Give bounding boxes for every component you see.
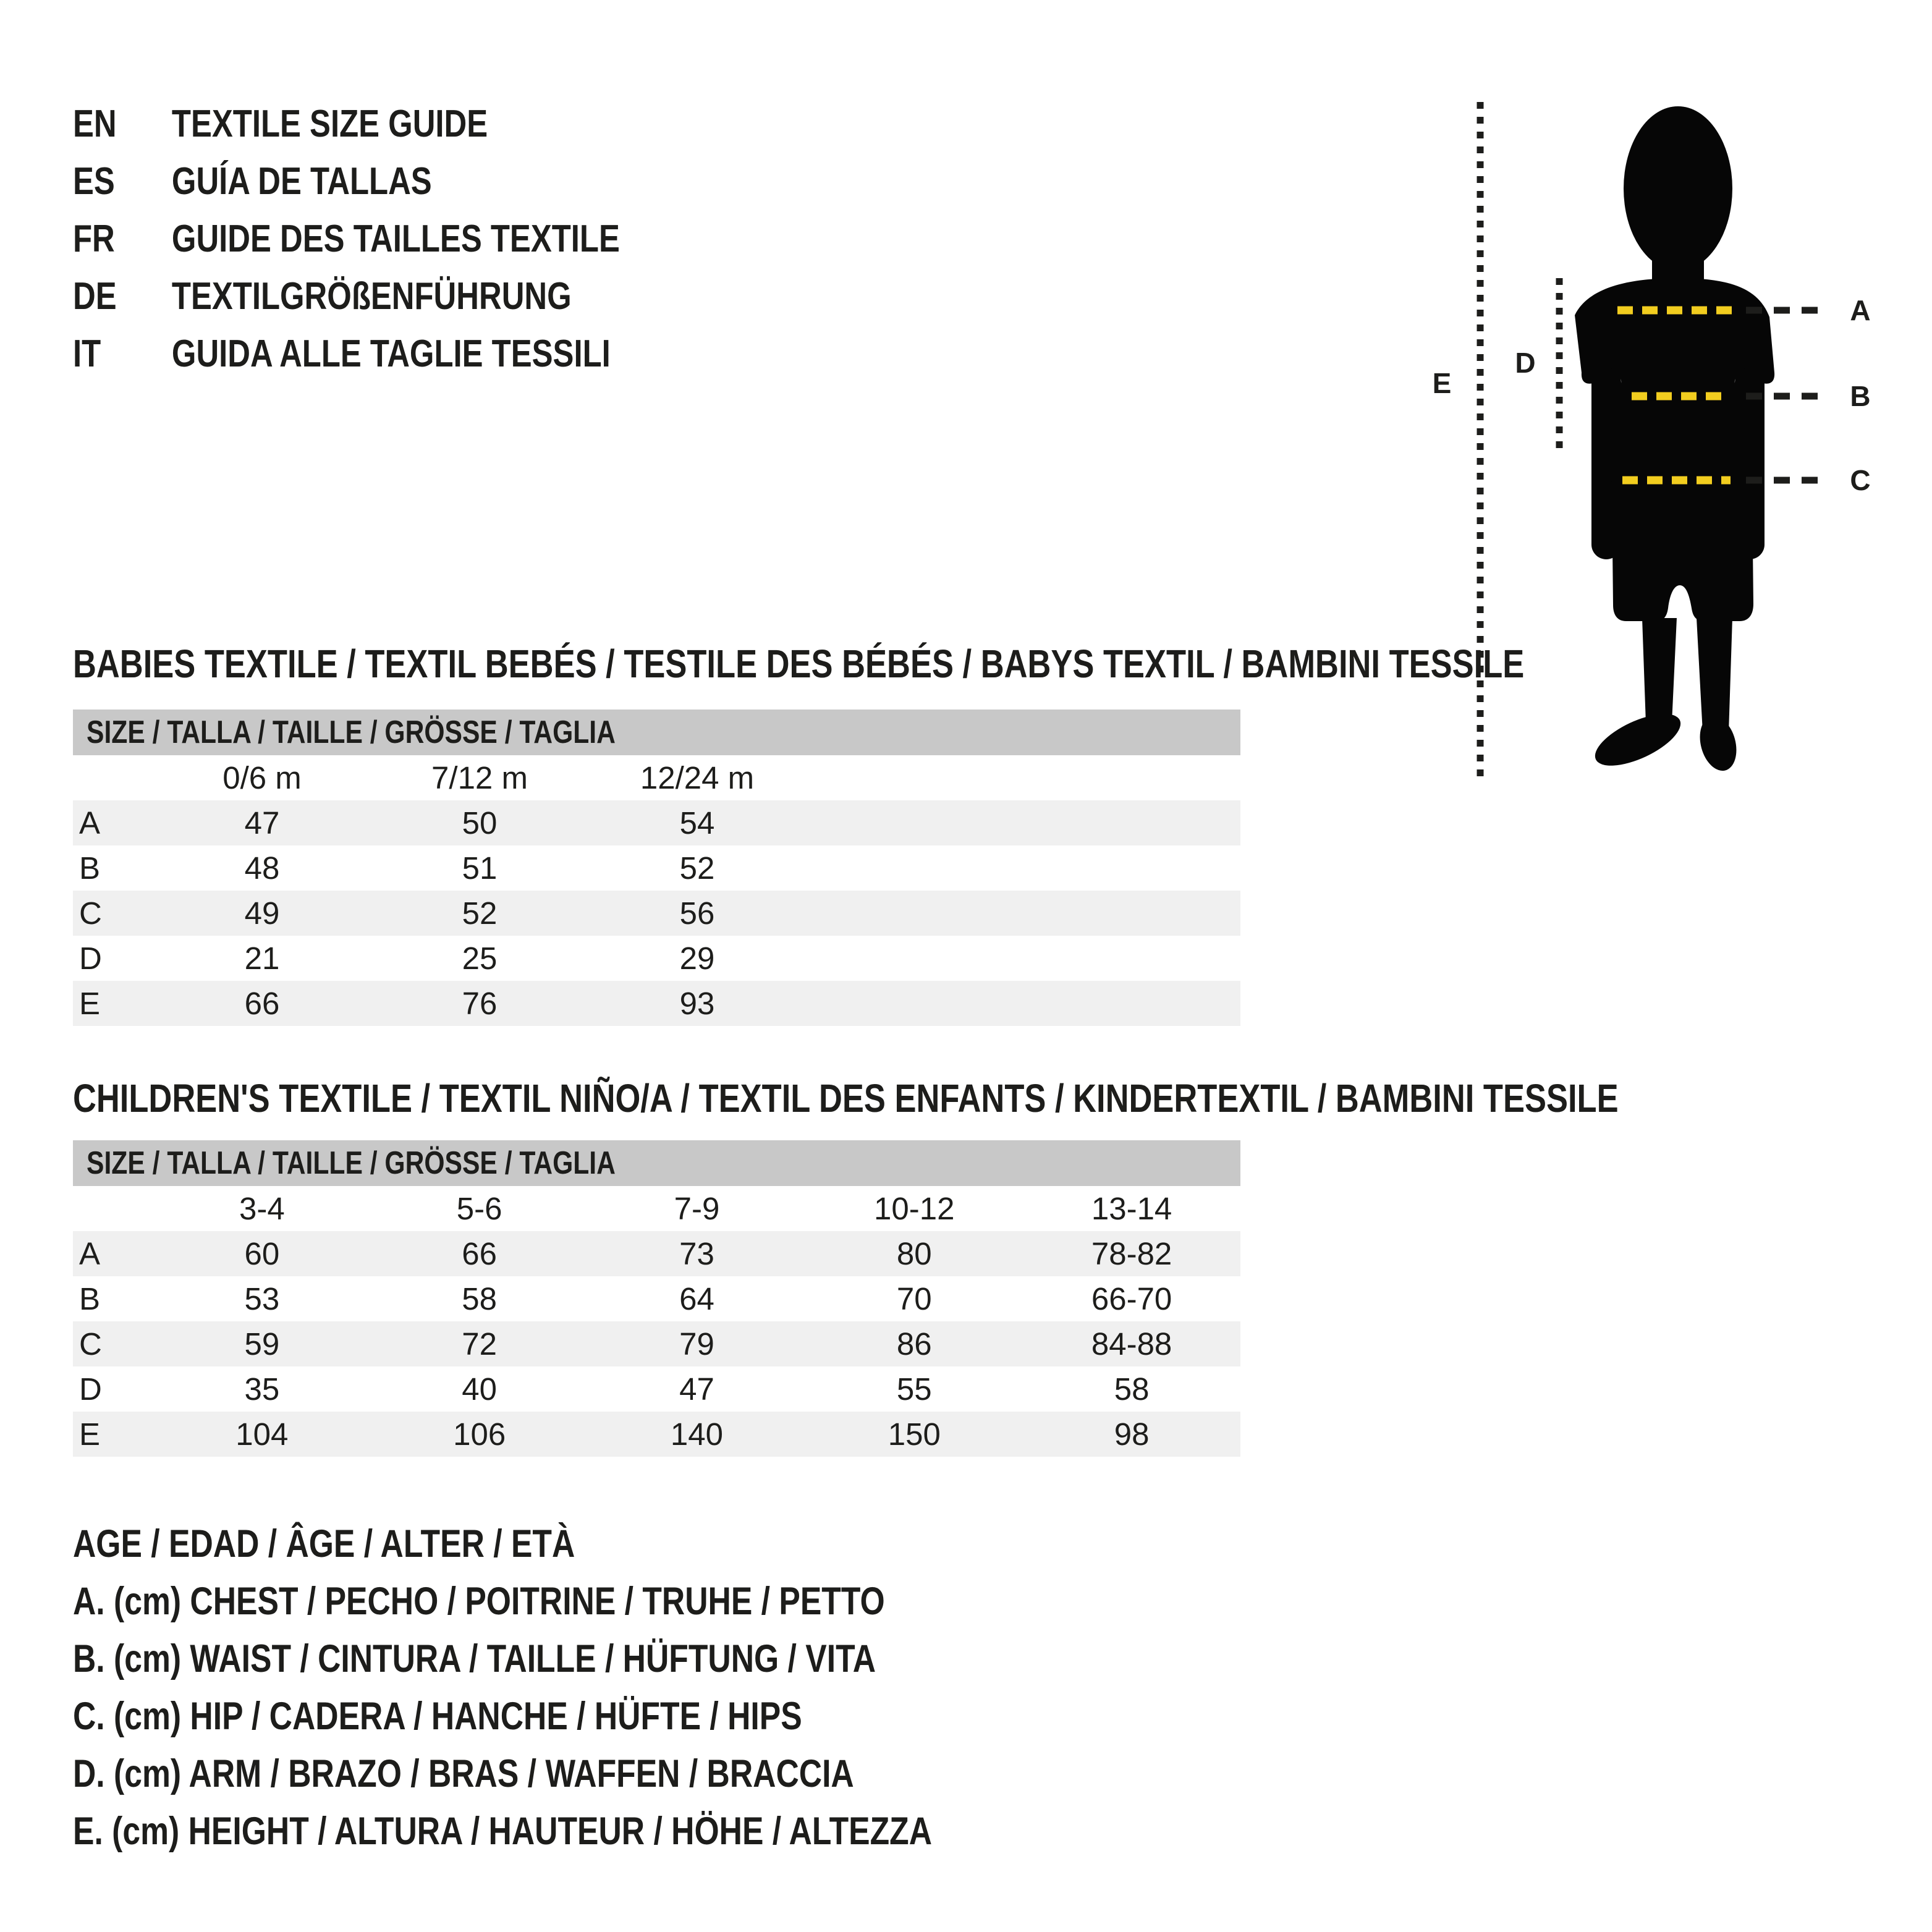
cell-value: 66 bbox=[244, 986, 280, 1021]
legend-chest: A. (cm) CHEST / PECHO / POITRINE / TRUHE / PETTO bbox=[73, 1579, 885, 1623]
row-label: C bbox=[79, 896, 102, 931]
cell-value: 64 bbox=[679, 1281, 714, 1316]
cell-value: 52 bbox=[462, 896, 498, 931]
language-code: DE bbox=[73, 275, 117, 318]
legend-hip: C. (cm) HIP / CADERA / HANCHE / HÜFTE / HIPS bbox=[73, 1694, 802, 1738]
cell-value: 47 bbox=[679, 1371, 714, 1407]
legend-age: AGE / EDAD / ÂGE / ALTER / ETÀ bbox=[73, 1522, 575, 1566]
child-silhouette-icon bbox=[1575, 106, 1774, 776]
cell-value: 25 bbox=[462, 941, 498, 976]
language-code: EN bbox=[73, 103, 117, 145]
children-column-header: 13-14 bbox=[1091, 1191, 1172, 1226]
cell-value: 58 bbox=[462, 1281, 498, 1316]
children-column-header: 3-4 bbox=[239, 1191, 285, 1226]
cell-value: 55 bbox=[896, 1371, 932, 1407]
row-label: D bbox=[79, 941, 102, 976]
language-title: TEXTILE SIZE GUIDE bbox=[171, 103, 488, 145]
language-code: IT bbox=[73, 333, 101, 375]
cell-value: 50 bbox=[462, 805, 498, 841]
cell-value: 35 bbox=[244, 1371, 280, 1407]
cell-value: 84-88 bbox=[1091, 1326, 1172, 1362]
language-title: GUIDE DES TAILLES TEXTILE bbox=[171, 218, 620, 260]
babies-row-a bbox=[73, 800, 1240, 845]
row-label: A bbox=[79, 1236, 101, 1271]
cell-value: 49 bbox=[244, 896, 280, 931]
cell-value: 54 bbox=[679, 805, 715, 841]
cell-value: 140 bbox=[670, 1417, 724, 1452]
language-code: ES bbox=[73, 160, 115, 203]
babies-row-b bbox=[73, 845, 1240, 891]
legend-arm: D. (cm) ARM / BRAZO / BRAS / WAFFEN / BRACCIA bbox=[73, 1752, 854, 1795]
babies-column-header: 7/12 m bbox=[431, 760, 528, 795]
children-row-d bbox=[73, 1366, 1240, 1412]
cell-value: 51 bbox=[462, 850, 498, 886]
language-title: TEXTILGRÖßENFÜHRUNG bbox=[171, 275, 572, 318]
cell-value: 98 bbox=[1114, 1417, 1150, 1452]
row-label: E bbox=[79, 1417, 101, 1452]
language-code: FR bbox=[73, 218, 115, 260]
language-title: GUÍA DE TALLAS bbox=[171, 160, 432, 203]
figure-label-e: E bbox=[1432, 367, 1452, 399]
measurement-legend bbox=[73, 1515, 1185, 1860]
cell-value: 53 bbox=[244, 1281, 280, 1316]
children-size-header-bar: SIZE / TALLA / TAILLE / GRÖSSE / TAGLIA bbox=[73, 1140, 1240, 1186]
babies-heading: BABIES TEXTILE / TEXTIL BEBÉS / TESTILE DES BÉBÉS / BABYS TEXTIL / BAMBINI TESSILE bbox=[73, 642, 1525, 686]
language-list bbox=[73, 95, 938, 383]
language-row-de bbox=[73, 268, 782, 325]
cell-value: 79 bbox=[679, 1326, 714, 1362]
children-row-e bbox=[73, 1412, 1240, 1457]
cell-value: 58 bbox=[1114, 1371, 1150, 1407]
legend-waist: B. (cm) WAIST / CINTURA / TAILLE / HÜFTUNG / VITA bbox=[73, 1637, 876, 1680]
cell-value: 78-82 bbox=[1091, 1236, 1172, 1271]
cell-value: 106 bbox=[453, 1417, 506, 1452]
cell-value: 48 bbox=[244, 850, 280, 886]
legend-height: E. (cm) HEIGHT / ALTURA / HAUTEUR / HÖHE / ALTEZZA bbox=[73, 1809, 933, 1853]
cell-value: 72 bbox=[462, 1326, 498, 1362]
children-column-header-row bbox=[73, 1186, 1240, 1231]
babies-section bbox=[73, 642, 1525, 1026]
cell-value: 59 bbox=[244, 1326, 280, 1362]
cell-value: 60 bbox=[244, 1236, 280, 1271]
language-title: GUIDA ALLE TAGLIE TESSILI bbox=[171, 333, 611, 375]
children-row-a bbox=[73, 1231, 1240, 1276]
row-label: B bbox=[79, 1281, 101, 1316]
babies-column-header-row bbox=[73, 755, 1240, 800]
figure-label-b: B bbox=[1850, 380, 1871, 412]
language-row-en bbox=[73, 95, 782, 153]
children-heading: CHILDREN'S TEXTILE / TEXTIL NIÑO/A / TEXTIL DES ENFANTS / KINDERTEXTIL / BAMBINI TESSILE bbox=[73, 1076, 1619, 1121]
cell-value: 47 bbox=[244, 805, 280, 841]
children-section bbox=[73, 1076, 1619, 1457]
figure-label-c: C bbox=[1850, 464, 1871, 496]
row-label: B bbox=[79, 850, 101, 886]
children-column-header: 7-9 bbox=[674, 1191, 720, 1226]
cell-value: 80 bbox=[896, 1236, 932, 1271]
babies-row-d bbox=[73, 936, 1240, 981]
babies-column-header: 0/6 m bbox=[222, 760, 302, 795]
cell-value: 86 bbox=[896, 1326, 932, 1362]
row-label: A bbox=[79, 805, 101, 841]
cell-value: 40 bbox=[462, 1371, 498, 1407]
cell-value: 104 bbox=[235, 1417, 289, 1452]
measurement-figure bbox=[1409, 74, 1932, 803]
cell-value: 29 bbox=[679, 941, 715, 976]
cell-value: 66 bbox=[462, 1236, 498, 1271]
row-label: C bbox=[79, 1326, 102, 1362]
language-row-it bbox=[73, 325, 782, 383]
cell-value: 66-70 bbox=[1091, 1281, 1172, 1316]
babies-row-e bbox=[73, 981, 1240, 1026]
children-column-header: 10-12 bbox=[874, 1191, 955, 1226]
cell-value: 76 bbox=[462, 986, 498, 1021]
row-label: D bbox=[79, 1371, 102, 1407]
language-row-fr bbox=[73, 210, 782, 268]
cell-value: 73 bbox=[679, 1236, 714, 1271]
figure-label-a: A bbox=[1850, 294, 1871, 326]
figure-label-d: D bbox=[1515, 347, 1536, 379]
language-row-es bbox=[73, 153, 782, 210]
cell-value: 21 bbox=[244, 941, 280, 976]
row-label: E bbox=[79, 986, 101, 1021]
cell-value: 52 bbox=[679, 850, 715, 886]
babies-row-c bbox=[73, 891, 1240, 936]
children-row-c bbox=[73, 1321, 1240, 1366]
cell-value: 150 bbox=[888, 1417, 941, 1452]
babies-column-header: 12/24 m bbox=[640, 760, 755, 795]
cell-value: 56 bbox=[679, 896, 715, 931]
cell-value: 93 bbox=[679, 986, 715, 1021]
children-row-b bbox=[73, 1276, 1240, 1321]
cell-value: 70 bbox=[896, 1281, 932, 1316]
babies-size-header-bar: SIZE / TALLA / TAILLE / GRÖSSE / TAGLIA bbox=[73, 710, 1240, 755]
children-column-header: 5-6 bbox=[456, 1191, 502, 1226]
